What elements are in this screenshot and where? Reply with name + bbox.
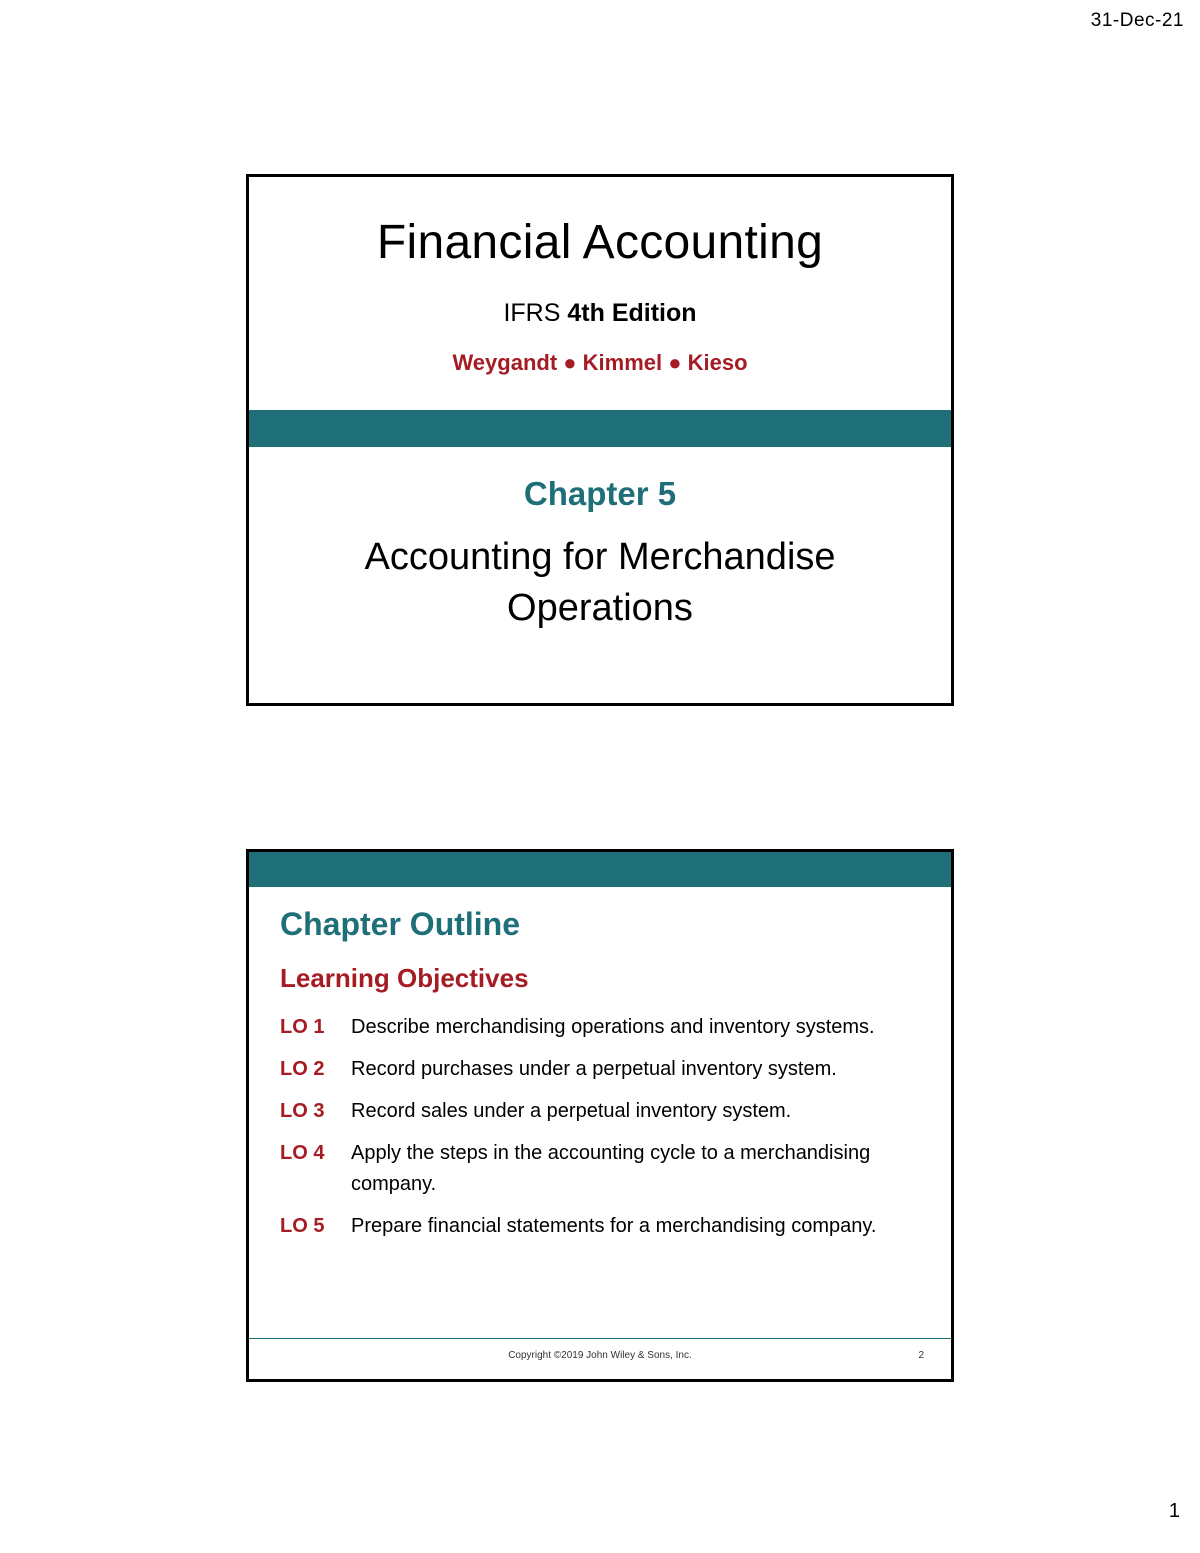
lo-text: Describe merchandising operations and inventory systems.	[351, 1016, 875, 1038]
copyright-notice: Copyright ©2019 John Wiley & Sons, Inc.	[508, 1350, 692, 1361]
chapter-title	[249, 532, 951, 634]
list-item	[280, 1138, 930, 1200]
lo-text: Prepare financial statements for a merchandising company.	[351, 1215, 877, 1237]
page-number: 1	[1168, 1500, 1180, 1522]
chapter-title-line-1: Accounting for Merchandise	[364, 536, 836, 578]
lo-code: LO 5	[280, 1215, 325, 1237]
lo-text: Apply the steps in the accounting cycle to a merchandising company.	[351, 1142, 871, 1195]
page-date: 31-Dec-21	[1090, 10, 1184, 31]
list-item	[280, 1012, 930, 1043]
learning-objectives-list	[280, 1012, 930, 1253]
edition-prefix: IFRS	[503, 299, 568, 327]
authors: Weygandt ● Kimmel ● Kieso	[452, 350, 748, 375]
chapter-title-line-2: Operations	[507, 587, 693, 629]
outline-slide	[246, 849, 954, 1382]
footer-divider	[249, 1338, 951, 1339]
teal-divider-band	[249, 410, 951, 447]
lo-code: LO 1	[280, 1016, 325, 1038]
chapter-number: Chapter 5	[523, 475, 677, 512]
book-title: Financial Accounting	[376, 216, 824, 269]
lo-text: Record sales under a perpetual inventory system.	[351, 1100, 792, 1122]
teal-header-band	[249, 852, 951, 887]
lo-code: LO 4	[280, 1142, 325, 1164]
edition-number: 4th Edition	[567, 299, 697, 327]
edition-line	[249, 299, 951, 328]
lo-code: LO 3	[280, 1100, 325, 1122]
learning-objectives-heading: Learning Objectives	[280, 963, 529, 993]
title-slide	[246, 174, 954, 706]
slide-number: 2	[918, 1350, 924, 1361]
list-item	[280, 1096, 930, 1127]
list-item	[280, 1211, 930, 1242]
lo-code: LO 2	[280, 1058, 325, 1080]
lo-text: Record purchases under a perpetual inventory system.	[351, 1058, 837, 1080]
list-item	[280, 1054, 930, 1085]
outline-heading: Chapter Outline	[280, 906, 521, 942]
